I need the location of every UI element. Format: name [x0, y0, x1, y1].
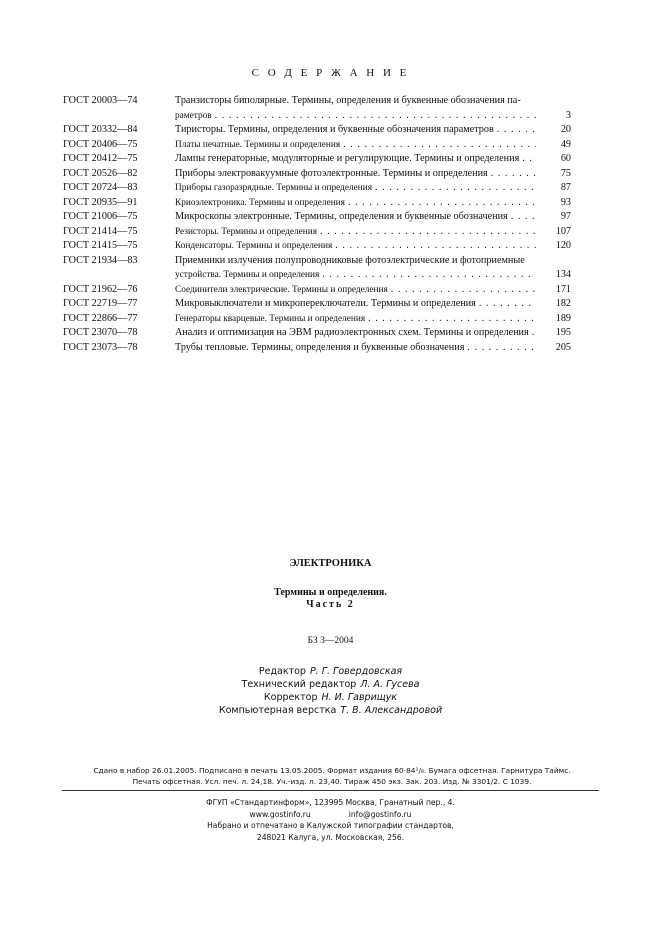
- toc-entry-body: [175, 152, 571, 167]
- toc-entry-title-line: [175, 239, 571, 254]
- toc-entry-title-line1: Транзисторы биполярные. Термины, определения и буквенные обозначения па-: [175, 95, 521, 106]
- toc-leader-dots: [467, 341, 536, 356]
- toc-entry-code: ГОСТ 21414—75: [63, 225, 138, 237]
- publisher-website: www.gostinfo.ru: [249, 809, 311, 819]
- print-info-line: Печать офсетная. Усл. печ. л. 24,18. Уч.-изд. л. 23,40. Тираж 450 экз. Зак. 203. Изд. № 3301/2. С 1039.: [132, 777, 532, 786]
- toc-leader-dots: [532, 326, 536, 341]
- toc-entry: [63, 210, 571, 225]
- toc-leader-dots: [375, 181, 536, 196]
- publisher-address: ФГУП «Стандартинформ», 123995 Москва, Гранатный пер., 4.: [206, 798, 455, 807]
- publisher-contacts: [0, 809, 661, 821]
- staff-row: [0, 704, 661, 717]
- toc-entry-title: Микровыключатели и микропереключатели. Термины и определения: [175, 298, 476, 309]
- toc-entry: [63, 167, 571, 182]
- toc-entry: [63, 297, 571, 312]
- toc-entry-body: [175, 312, 571, 327]
- toc-entry-title-line1: Приемники излучения полупроводниковые фотоэлектрические и фотоприемные: [175, 254, 525, 266]
- toc-entry-title-line: [175, 167, 571, 182]
- staff-role: Редактор: [258, 666, 306, 677]
- staff-name: Р. Г. Говердовская: [309, 666, 403, 677]
- staff-role: Технический редактор: [241, 679, 357, 690]
- toc-entry-title-line: [175, 210, 571, 225]
- staff-row: [0, 665, 661, 678]
- toc-entry-body: [175, 94, 571, 123]
- toc-leader-dots: [368, 312, 536, 327]
- book-subtitle: Термины и определения.: [274, 587, 387, 598]
- print-info: [62, 765, 602, 787]
- toc-entry-title: Приборы электровакуумные фотоэлектронные. Термины и определения: [175, 167, 488, 179]
- staff-name: Л. А. Гусева: [360, 679, 420, 690]
- toc-entry-title-line: [175, 123, 571, 138]
- toc-entry-code: ГОСТ 22866—77: [63, 312, 138, 324]
- toc-entry-body: [175, 283, 571, 298]
- toc-entry-page: 205: [555, 341, 571, 353]
- toc-entry-code: ГОСТ 20412—75: [63, 153, 138, 164]
- toc-entry-title: Микроскопы электронные. Термины, определения и буквенные обозначения: [175, 211, 508, 222]
- toc-entry-title: устройства. Термины и определения: [175, 270, 320, 280]
- toc-entry-page: 195: [555, 327, 571, 338]
- staff-credits: [0, 665, 661, 717]
- toc-entry-page: 60: [560, 153, 571, 164]
- toc-leader-dots: [479, 297, 536, 312]
- toc-entry: [63, 254, 571, 283]
- staff-role: Компьютерная верстка: [218, 705, 337, 716]
- toc-entry-page: 75: [560, 167, 571, 179]
- staff-name: Т. В. Александровой: [340, 705, 443, 716]
- toc-entry-title-line: [175, 138, 571, 153]
- publisher-info: [0, 797, 661, 843]
- staff-row: [0, 691, 661, 704]
- toc-leader-dots: [343, 138, 536, 153]
- toc-entry-title-line: [175, 268, 571, 283]
- toc-leader-dots: [322, 268, 536, 283]
- toc-leader-dots: [215, 109, 536, 124]
- toc-entry-page: 49: [560, 138, 571, 150]
- toc-entry: [63, 138, 571, 153]
- toc-entry-code: ГОСТ 20724—83: [63, 182, 138, 193]
- toc-entry-body: [175, 210, 571, 225]
- toc-entry-code: ГОСТ 20935—91: [63, 196, 138, 208]
- toc-entry-code: ГОСТ 23070—78: [63, 327, 138, 338]
- toc-entry-body: [175, 167, 571, 182]
- toc-entry-title-line: [175, 341, 571, 356]
- toc-entry-title-line: [175, 297, 571, 312]
- toc-entry-code: ГОСТ 21934—83: [63, 254, 138, 266]
- toc-entry: [63, 196, 571, 211]
- toc-entry-title: Трубы тепловые. Термины, определения и буквенные обозначения: [175, 341, 465, 353]
- toc-entry: [63, 225, 571, 240]
- toc-entry: [63, 152, 571, 167]
- toc-entry: [63, 239, 571, 254]
- toc-entry-title: Тиристоры. Термины, определения и буквенные обозначения параметров: [175, 124, 494, 135]
- toc-leader-dots: [391, 283, 536, 298]
- toc-entry: [63, 326, 571, 341]
- toc-leader-dots: [348, 196, 536, 211]
- toc-entry: [63, 181, 571, 196]
- toc-entry-page: 3: [565, 109, 571, 121]
- toc-entry-title-line: [175, 152, 571, 167]
- toc-entry-body: [175, 239, 571, 254]
- toc-entry-title: Приборы газоразрядные. Термины и определения: [175, 183, 373, 193]
- toc-entry-page: 87: [560, 182, 571, 193]
- toc-entry-page: 97: [560, 211, 571, 222]
- toc-leader-dots: [522, 152, 536, 167]
- publisher-email: info@gostinfo.ru: [348, 809, 412, 819]
- toc-entry-title-line: [175, 225, 571, 240]
- toc-entry-code: ГОСТ 23073—78: [63, 341, 138, 353]
- toc-entry-title: Платы печатные. Термины и определения: [175, 139, 341, 150]
- toc-entry-body: [175, 254, 571, 283]
- toc-entry-page: 20: [560, 124, 571, 135]
- toc-entry: [63, 312, 571, 327]
- staff-row: [0, 678, 661, 691]
- toc-entry: [63, 123, 571, 138]
- print-info-line: Сдано в набор 26.01.2005. Подписано в печать 13.05.2005. Формат издания 60·84¹/₈. Бумага офсетная. Гарнитура Таймс.: [93, 766, 571, 775]
- toc-entry-body: [175, 341, 571, 356]
- toc-entry-code: ГОСТ 21006—75: [63, 211, 138, 222]
- toc-entry-title: Конденсаторы. Термины и определения: [175, 241, 333, 251]
- toc-entry-body: [175, 225, 571, 240]
- toc-entry-page: 182: [555, 298, 571, 309]
- toc-entry-title: Резисторы. Термины и определения: [175, 226, 317, 237]
- toc-entry-title-line: [175, 196, 571, 211]
- toc-entry-page: 189: [555, 312, 571, 324]
- toc-entry-body: [175, 326, 571, 341]
- toc-entry-code: ГОСТ 20332—84: [63, 124, 138, 135]
- toc-entry-title: Криоэлектроника. Термины и определения: [175, 197, 345, 208]
- toc-entry-code: ГОСТ 20406—75: [63, 138, 138, 150]
- bz-number: БЗ 3—2004: [307, 636, 354, 646]
- toc-entry-title: раметров: [175, 110, 212, 121]
- toc-entry-title-line: [175, 312, 571, 327]
- divider: [62, 790, 599, 791]
- toc-leader-dots: [497, 123, 536, 138]
- toc-entry-page: 120: [555, 240, 571, 251]
- toc-entry-title: Генераторы кварцевые. Термины и определения: [175, 313, 366, 324]
- staff-name: Н. И. Гаврищук: [321, 692, 398, 703]
- toc-entry-title-line: [175, 283, 571, 298]
- book-part: Часть 2: [306, 599, 355, 610]
- toc-leader-dots: [511, 210, 536, 225]
- toc-entry-body: [175, 181, 571, 196]
- toc-leader-dots: [320, 225, 536, 240]
- staff-role: Корректор: [263, 692, 318, 703]
- toc-entry-title-line: [175, 109, 571, 124]
- toc-entry-title: Лампы генераторные, модуляторные и регулирующие. Термины и определения: [175, 153, 520, 164]
- toc-entry-body: [175, 123, 571, 138]
- toc-list: [63, 94, 571, 355]
- toc-leader-dots: [335, 239, 536, 254]
- toc-entry-code: ГОСТ 21962—76: [63, 283, 138, 295]
- toc-entry: [63, 94, 571, 123]
- toc-entry-code: ГОСТ 22719—77: [63, 298, 138, 309]
- toc-entry-title-line: [175, 181, 571, 196]
- toc-entry-code: ГОСТ 20003—74: [63, 95, 138, 106]
- toc-entry-body: [175, 138, 571, 153]
- toc-entry-body: [175, 196, 571, 211]
- printer-address: 248021 Калуга, ул. Московская, 256.: [256, 832, 405, 842]
- toc-entry-code: ГОСТ 20526—82: [63, 167, 138, 179]
- toc-entry-page: 107: [555, 225, 571, 237]
- toc-entry-title-line: [175, 326, 571, 341]
- toc-entry-body: [175, 297, 571, 312]
- toc-entry-title: Анализ и оптимизация на ЭВМ радиоэлектронных схем. Термины и определения: [175, 327, 529, 338]
- toc-entry-page: 171: [555, 283, 571, 295]
- toc-entry: [63, 283, 571, 298]
- toc-entry-page: 134: [555, 269, 571, 280]
- toc-heading: С О Д Е Р Ж А Н И Е: [251, 67, 410, 79]
- toc-entry: [63, 341, 571, 356]
- toc-entry-page: 93: [560, 196, 571, 208]
- book-title: ЭЛЕКТРОНИКА: [289, 558, 372, 569]
- toc-entry-code: ГОСТ 21415—75: [63, 240, 138, 251]
- toc-leader-dots: [491, 167, 536, 182]
- printer-name: Набрано и отпечатано в Калужской типографии стандартов,: [207, 821, 454, 830]
- toc-entry-title: Соединители электрические. Термины и определения: [175, 284, 388, 295]
